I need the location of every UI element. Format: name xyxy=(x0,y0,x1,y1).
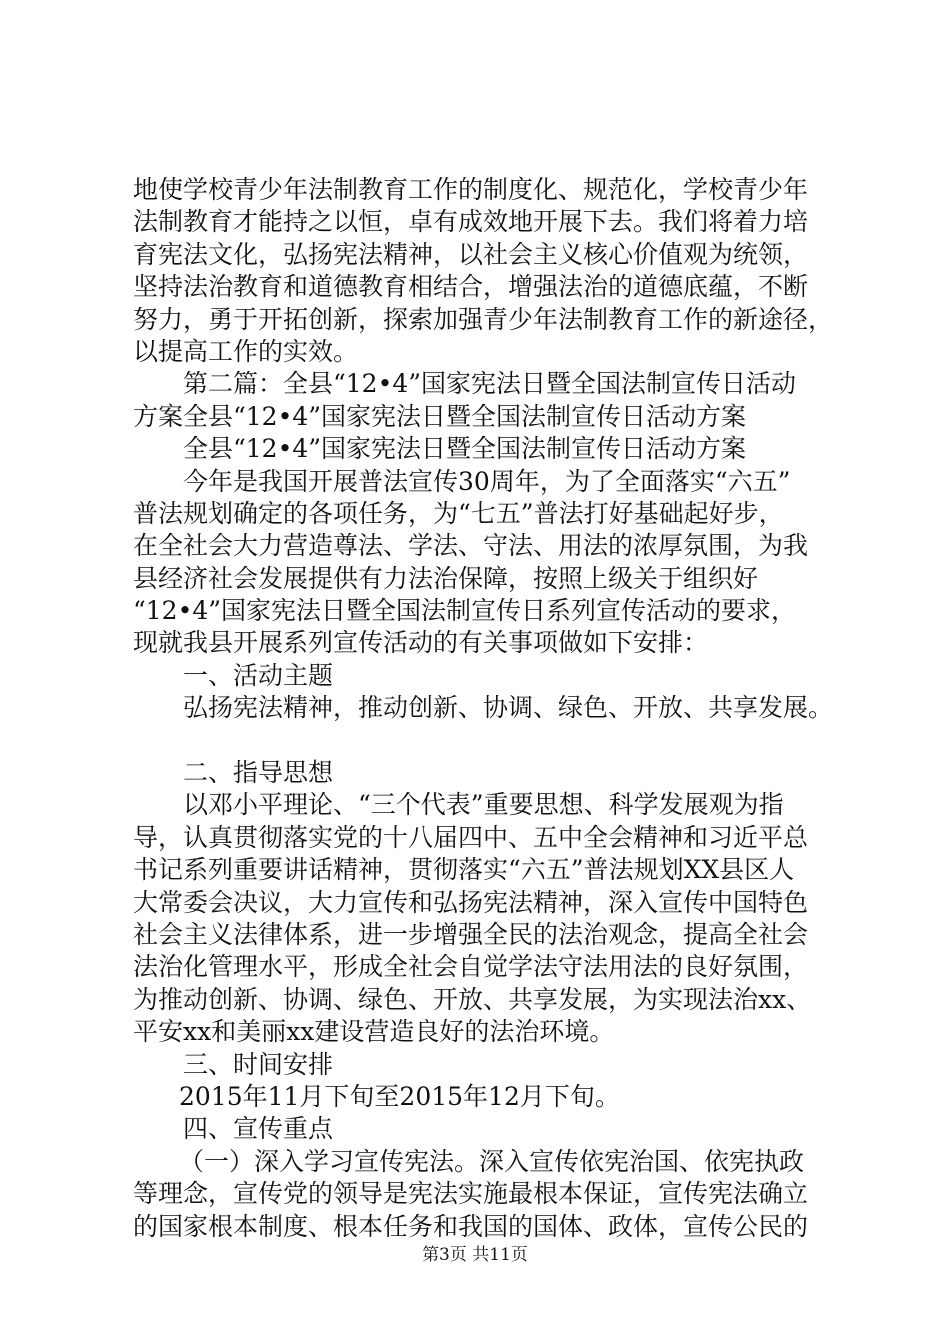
text-line: 以邓小平理论、“三个代表”重要思想、科学发展观为指 xyxy=(183,790,784,820)
text-line: 法制教育才能持之以恒，卓有成效地开展下去。我们将着力培 xyxy=(133,207,809,237)
text-line: 县经济社会发展提供有力法治保障，按照上级关于组织好 xyxy=(133,563,759,593)
page-footer xyxy=(0,1243,950,1267)
text-line: “12•4”国家宪法日暨全国法制宣传日系列宣传活动的要求， xyxy=(133,596,797,626)
text-line: （一）深入学习宣传宪法。深入宣传依宪治国、依宪执政 xyxy=(179,1146,805,1176)
text-line: 书记系列重要讲话精神，贯彻落实“六五”普法规划XX县区人 xyxy=(133,855,795,885)
text-line: 现就我县开展系列宣传活动的有关事项做如下安排： xyxy=(133,628,709,658)
section-heading: 第二篇：全县“12•4”国家宪法日暨全国法制宣传日活动 xyxy=(183,369,797,399)
text-line: 努力，勇于开拓创新，探索加强青少年法制教育工作的新途径， xyxy=(133,304,834,334)
text-line: 平安xx和美丽xx建设营造良好的法治环境。 xyxy=(133,1017,615,1047)
text-line: 2015年11月下旬至2015年12月下旬。 xyxy=(179,1081,620,1111)
page-number: 第3页 共11页 xyxy=(422,1245,528,1265)
section-heading: 三、时间安排 xyxy=(183,1049,334,1079)
text-line: 弘扬宪法精神，推动创新、协调、绿色、开放、共享发展。 xyxy=(183,693,834,723)
document-body xyxy=(133,174,853,1243)
document-title: 全县“12•4”国家宪法日暨全国法制宣传日活动方案 xyxy=(183,434,747,464)
text-line: 育宪法文化，弘扬宪法精神，以社会主义核心价值观为统领， xyxy=(133,239,809,269)
text-line: 在全社会大力营造尊法、学法、守法、用法的浓厚氛围，为我 xyxy=(133,531,809,561)
text-line: 方案全县“12•4”国家宪法日暨全国法制宣传日活动方案 xyxy=(133,401,747,431)
text-line: 等理念，宣传党的领导是宪法实施最根本保证，宣传宪法确立 xyxy=(133,1179,809,1209)
section-heading: 四、宣传重点 xyxy=(183,1114,334,1144)
section-heading: 一、活动主题 xyxy=(183,660,334,690)
text-line: 的国家根本制度、根本任务和我国的国体、政体，宣传公民的 xyxy=(133,1211,809,1241)
text-line: 今年是我国开展普法宣传30周年，为了全面落实“六五” xyxy=(183,466,791,496)
text-line: 社会主义法律体系，进一步增强全民的法治观念，提高全社会 xyxy=(133,919,809,949)
text-line: 地使学校青少年法制教育工作的制度化、规范化，学校青少年 xyxy=(133,175,809,204)
section-heading: 二、指导思想 xyxy=(183,758,334,788)
text-line: 导，认真贯彻落实党的十八届四中、五中全会精神和习近平总 xyxy=(133,822,809,852)
text-line: 法治化管理水平，形成全社会自觉学法守法用法的良好氛围， xyxy=(133,952,809,982)
blank-line xyxy=(133,725,853,757)
text-line: 普法规划确定的各项任务，为“七五”普法打好基础起好步， xyxy=(133,498,784,528)
text-line: 以提高工作的实效。 xyxy=(133,336,359,366)
text-line: 大常委会决议，大力宣传和弘扬宪法精神，深入宣传中国特色 xyxy=(133,887,809,917)
text-line: 为推动创新、协调、绿色、开放、共享发展，为实现法治xx、 xyxy=(133,984,812,1014)
text-line: 坚持法治教育和道德教育相结合，增强法治的道德底蕴，不断 xyxy=(133,272,809,302)
